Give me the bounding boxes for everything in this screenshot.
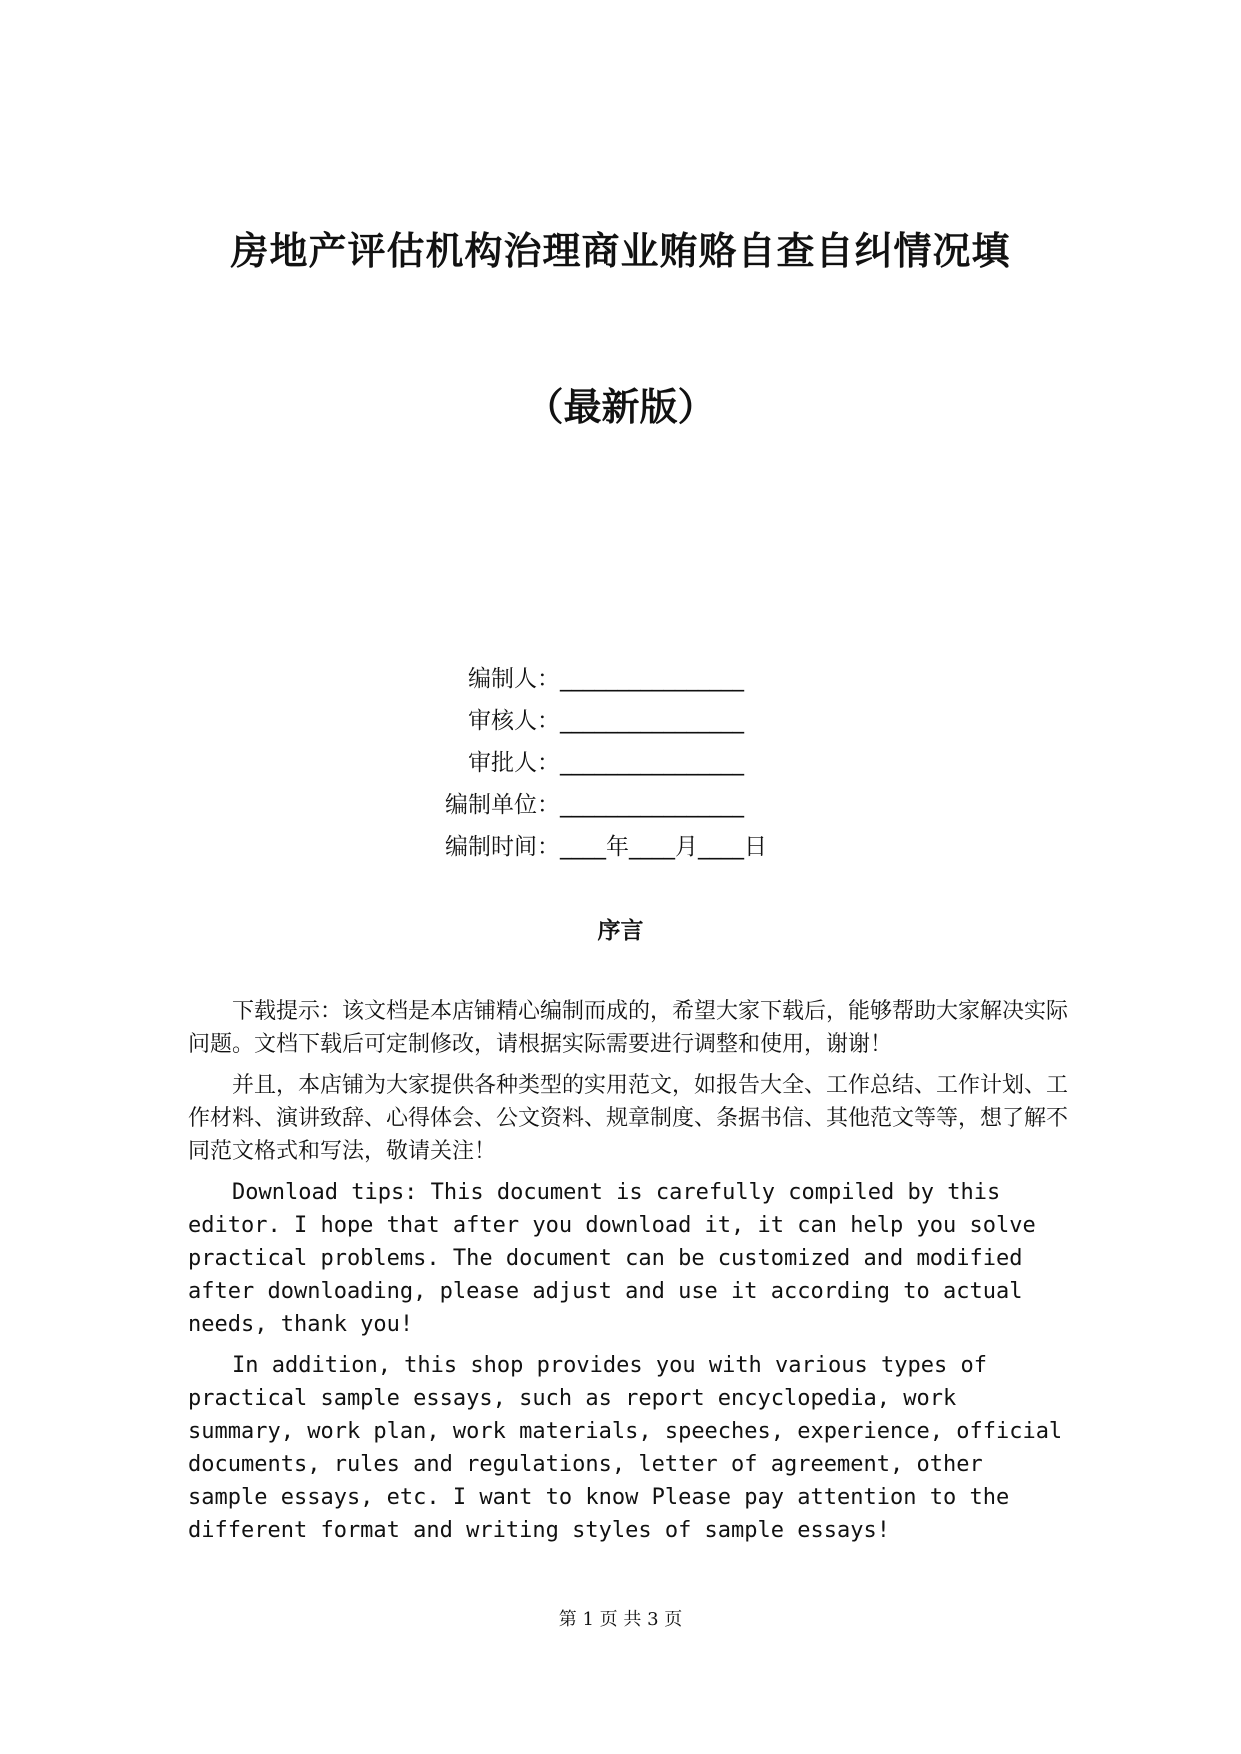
document-subtitle: （最新版）: [525, 384, 716, 429]
preface-heading: 序言: [597, 917, 644, 944]
signoff-value: ________________: [560, 708, 744, 734]
signoff-row-compiler: [0, 658, 1241, 700]
document-title: 房地产评估机构治理商业贿赂自查自纠情况填: [230, 228, 1011, 273]
signoff-label: 审核人：: [468, 708, 560, 734]
page-number-footer: 第 1 页 共 3 页: [558, 1609, 683, 1630]
signoff-label: 审批人：: [468, 750, 560, 776]
signoff-block: [0, 658, 1241, 868]
preface-paragraph: Download tips: This document is carefully compiled by this editor. I hope that after you download it, it can help you solve practical problems. The document can be customized and modified after downloading, please adjust and use it according to actual needs, thank you!: [188, 1180, 1036, 1337]
signoff-row-reviewer: [0, 700, 1241, 742]
preface-body: [188, 995, 1068, 1555]
signoff-row-unit: [0, 784, 1241, 826]
signoff-value: ________________: [560, 750, 744, 776]
preface-paragraph: In addition, this shop provides you with various types of practical sample essays, such as report encyclopedia, work summary, work plan, work materials, speeches, experience, official documents, rules and regulations, letter of agreement, other sample essays, etc. I want to know Please pay attention to the different format and writing styles of sample essays!: [188, 1353, 1063, 1543]
signoff-row-date: [0, 826, 1241, 868]
signoff-value: ________________: [560, 792, 744, 818]
preface-paragraph: 并且，本店铺为大家提供各种类型的实用范文，如报告大全、工作总结、工作计划、工作材料、演讲致辞、心得体会、公文资料、规章制度、条据书信、其他范文等等，想了解不同范文格式和写法，敬请关注！: [188, 1073, 1069, 1164]
signoff-label: 编制单位：: [445, 792, 560, 818]
signoff-value: ________________: [560, 666, 744, 692]
preface-paragraph: 下载提示：该文档是本店铺精心编制而成的，希望大家下载后，能够帮助大家解决实际问题。文档下载后可定制修改，请根据实际需要进行调整和使用，谢谢！: [188, 999, 1069, 1057]
signoff-label: 编制人：: [468, 666, 560, 692]
signoff-value: ____年____月____日: [560, 834, 767, 860]
signoff-label: 编制时间：: [445, 834, 560, 860]
signoff-row-approver: [0, 742, 1241, 784]
